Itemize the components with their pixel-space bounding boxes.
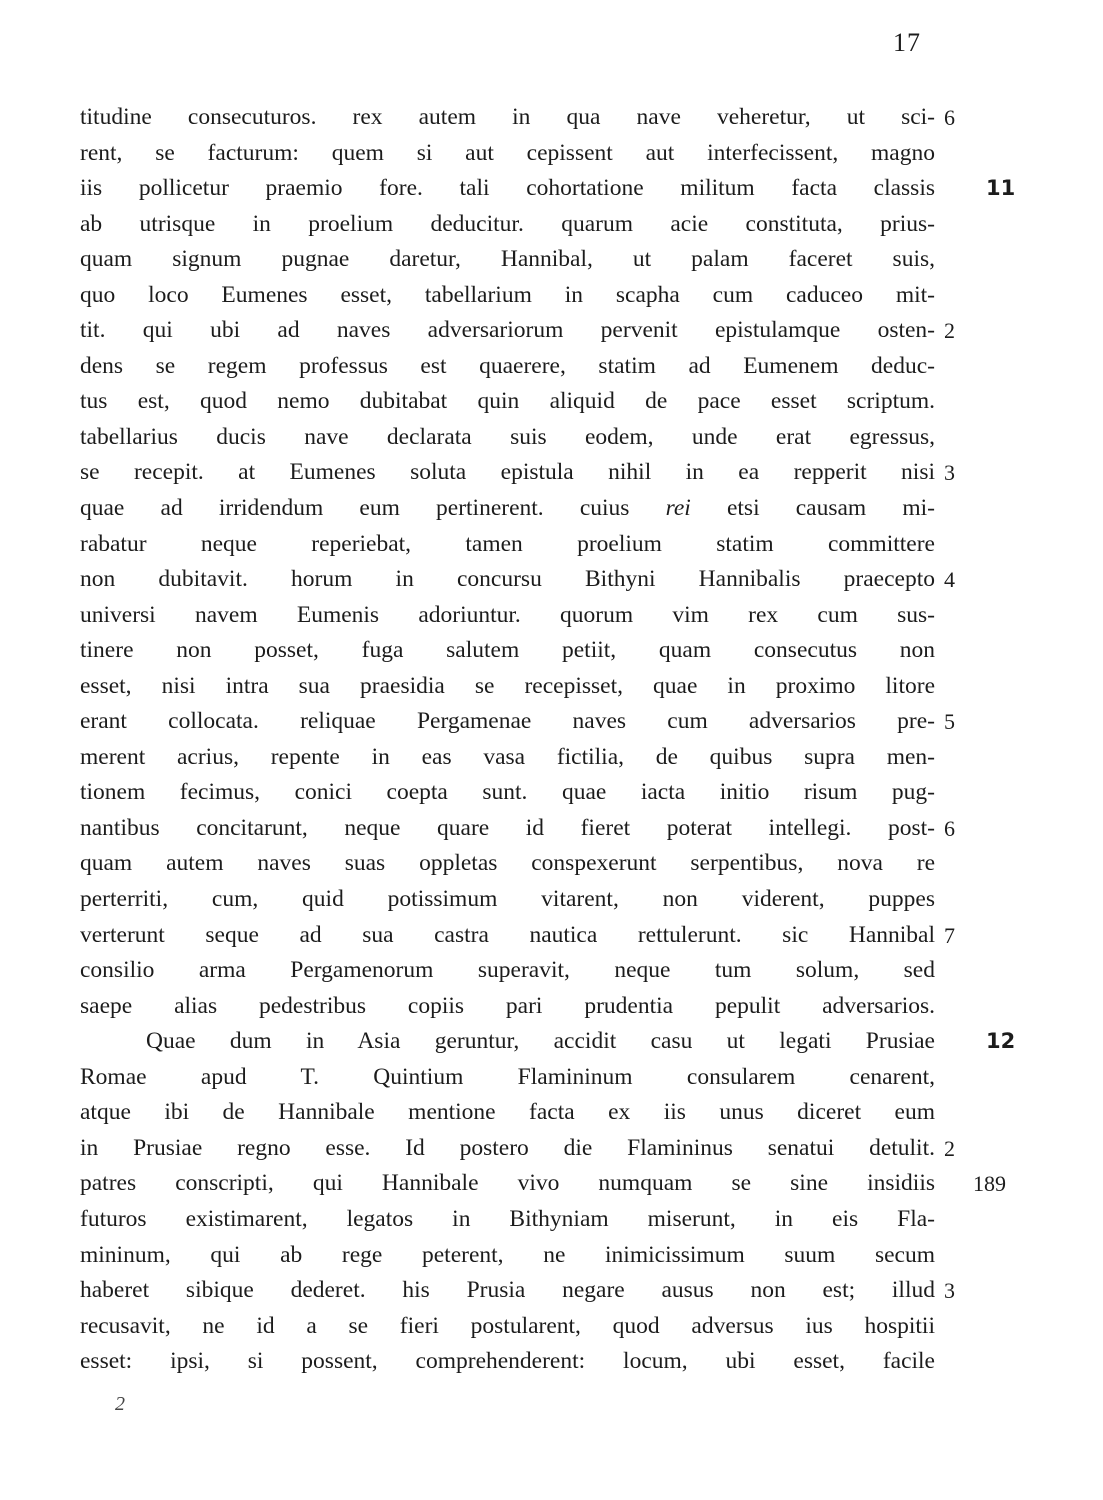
line-text: rent, se facturum: quem si aut cepissent aut interfecissent, magno [80,139,935,166]
section-number: 3 [944,1278,955,1304]
line-text: ab utrisque in proelium deducitur. quarum acie constituta, prius- [80,210,935,237]
italic-word: rei [665,495,691,522]
text-line [80,455,955,491]
line-text: tus est, quod nemo dubitabat quin aliquid de pace esset scriptum. [80,388,935,415]
line-text: erant collocata. reliquae Pergamenae naves cum adversarios pre- [80,708,935,735]
text-line [80,1344,935,1380]
section-number: 6 [944,105,955,130]
line-text: atque ibi de Hannibale mentione facta ex iis unus diceret eum [80,1099,935,1126]
text-line [80,1060,935,1096]
line-text: tabellarius ducis nave declarata suis eodem, unde erat egressus, [80,423,935,450]
line-text: esset, nisi intra sua praesidia se recepisset, quae in proximo litore [80,672,935,699]
line-text-part: etsi causam mi- [690,495,935,522]
line-text: tionem fecimus, conici coepta sunt. quae iacta initio risum pug- [80,779,935,806]
text-line [80,1238,935,1274]
text-line [80,136,935,172]
text-line [80,704,955,740]
line-text: perterriti, cum, quid potissimum vitarent, non viderent, puppes [80,886,935,913]
text-line [80,882,935,918]
page-number: 17 [893,28,921,57]
chapter-number: 12 [986,1029,1016,1054]
section-number: 2 [944,1135,955,1161]
section-number: 6 [944,815,955,841]
line-text: dens se regem professus est quaerere, statim ad Eumenem deduc- [80,352,935,379]
year-marginal: 189 [973,1171,1006,1197]
line-text: non dubitavit. horum in concursu Bithyni Hannibalis praecepto [80,566,935,593]
chapter-number: 11 [986,176,1016,201]
line-text: tit. qui ubi ad naves adversariorum pervenit epistulamque osten- [80,317,935,344]
section-number: 5 [944,709,955,735]
line-text: verterunt seque ad sua castra nautica rettulerunt. sic Hannibal [80,921,935,948]
line-text: saepe alias pedestribus copiis pari prudentia pepulit adversarios. [80,992,935,1019]
text-line [80,562,955,598]
text-line [80,633,935,669]
line-text: quam autem naves suas oppletas conspexerunt serpentibus, nova re [80,850,935,877]
text-line [80,918,955,954]
text-line [80,313,955,349]
text-line [80,811,955,847]
line-text: quo loco Eumenes esset, tabellarium in scapha cum caduceo mit- [80,281,935,308]
section-number: 7 [944,922,955,948]
line-text: mininum, qui ab rege peterent, ne inimicissimum suum secum [80,1241,935,1268]
line-text: titudine consecuturos. rex autem in qua nave veheretur, ut sci- [80,104,935,130]
line-text: tinere non posset, fuga salutem petiit, quam consecutus non [80,637,935,664]
line-text-part: quae ad irridendum eum pertinerent. cuius [80,495,666,522]
text-line [80,527,935,563]
line-text: nantibus concitarunt, neque quare id fieret poterat intellegi. post- [80,814,935,841]
section-number: 3 [944,460,955,486]
line-text: haberet sibique dederet. his Prusia negare ausus non est; illud [80,1277,935,1304]
text-line [80,598,935,634]
text-line [80,420,935,456]
text-line [80,207,935,243]
text-line [80,384,935,420]
text-line [80,242,935,278]
text-line [80,278,935,314]
line-text: iis pollicetur praemio fore. tali cohortatione militum facta classis [80,175,935,202]
text-line [80,349,935,385]
line-text: se recepit. at Eumenes soluta epistula nihil in ea repperit nisi [80,459,935,486]
text-line [80,669,935,705]
line-text: universi navem Eumenis adoriuntur. quorum vim rex cum sus- [80,601,935,628]
text-line [80,1309,935,1345]
text-line [80,1202,935,1238]
line-text: merent acrius, repente in eas vasa fictilia, de quibus supra men- [80,743,935,770]
line-text: quam signum pugnae daretur, Hannibal, ut palam faceret suis, [80,246,935,273]
line-text: recusavit, ne id a se fieri postularent, quod adversus ius hospitii [80,1312,935,1339]
text-line [80,1024,1016,1060]
text-line [80,1131,955,1167]
text-line [80,1273,955,1309]
line-text: patres conscripti, qui Hannibale vivo numquam se sine insidiis [80,1170,935,1197]
text-line [80,491,935,527]
section-number: 2 [944,318,955,344]
text-line [80,1166,1006,1202]
text-line [80,989,935,1025]
line-text: Quae dum in Asia geruntur, accidit casu ut legati Prusiae [146,1028,935,1055]
line-text: futuros existimarent, legatos in Bithyniam miserunt, in eis Fla- [80,1205,935,1232]
line-text [80,491,935,527]
line-text: consilio arma Pergamenorum superavit, neque tum solum, sed [80,957,935,984]
line-text: rabatur neque reperiebat, tamen proelium statim committere [80,530,935,557]
line-text: in Prusiae regno esse. Id postero die Flamininus senatui detulit. [80,1134,935,1161]
signature-mark: 2 [115,1393,125,1415]
text-line [80,1095,935,1131]
text-line [80,740,935,776]
text-line [80,846,935,882]
text-line [80,953,935,989]
text-line [80,100,955,136]
section-number: 4 [944,567,955,593]
latin-text-body [80,100,1016,1380]
text-line [80,171,1016,207]
text-line [80,775,935,811]
line-text: esset: ipsi, si possent, comprehenderent: locum, ubi esset, facile [80,1348,935,1375]
line-text: Romae apud T. Quintium Flamininum consularem cenarent, [80,1063,935,1090]
